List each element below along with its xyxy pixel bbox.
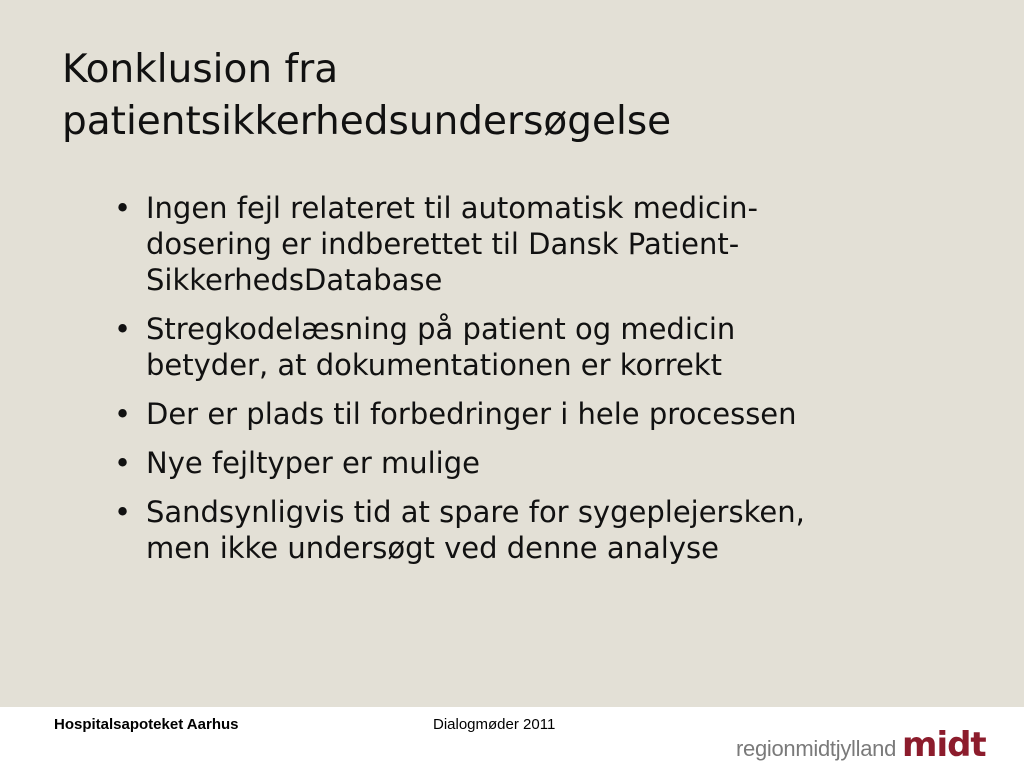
logo-text-midt: midt xyxy=(795,736,836,761)
bullet-item-2 xyxy=(112,311,952,383)
bullet-icon: • xyxy=(114,191,132,225)
bullet-item-1 xyxy=(112,190,952,298)
logo-mark-icon: midt xyxy=(902,725,986,765)
bullet-text-line: Ingen fejl relateret til automatisk medicin- xyxy=(146,191,758,225)
bullet-item-4 xyxy=(112,445,952,481)
bullet-icon: • xyxy=(114,495,132,529)
bullet-icon: • xyxy=(114,312,132,346)
footer-event: Dialogmøder 2011 xyxy=(433,716,556,733)
footer-organization: Hospitalsapoteket Aarhus xyxy=(54,716,239,733)
bullet-icon: • xyxy=(114,446,132,480)
bullet-icon: • xyxy=(114,397,132,431)
bullet-text-line: Sandsynligvis tid at spare for sygeplejersken, xyxy=(146,495,805,529)
region-midtjylland-logo xyxy=(736,722,986,765)
logo-text-jylland: jylland xyxy=(835,736,897,761)
bullet-text-line: Stregkodelæsning på patient og medicin xyxy=(146,312,736,346)
slide-title xyxy=(62,44,962,148)
bullet-text-line: Nye fejltyper er mulige xyxy=(146,446,480,480)
slide-title-line-1: Konklusion fra xyxy=(62,47,339,92)
bullet-text-line: betyder, at dokumentationen er korrekt xyxy=(146,348,722,382)
bullet-item-3 xyxy=(112,396,952,432)
bullet-text-line: dosering er indberettet til Dansk Patient- xyxy=(146,227,740,261)
bullet-text-line: Der er plads til forbedringer i hele processen xyxy=(146,397,797,431)
logo-text-region: region xyxy=(736,736,796,761)
bullet-list xyxy=(112,190,952,579)
slide-title-line-2: patientsikkerhedsundersøgelse xyxy=(62,99,672,144)
bullet-text-line: SikkerhedsDatabase xyxy=(146,263,443,297)
bullet-text-line: men ikke undersøgt ved denne analyse xyxy=(146,531,719,565)
bullet-item-5 xyxy=(112,494,952,566)
